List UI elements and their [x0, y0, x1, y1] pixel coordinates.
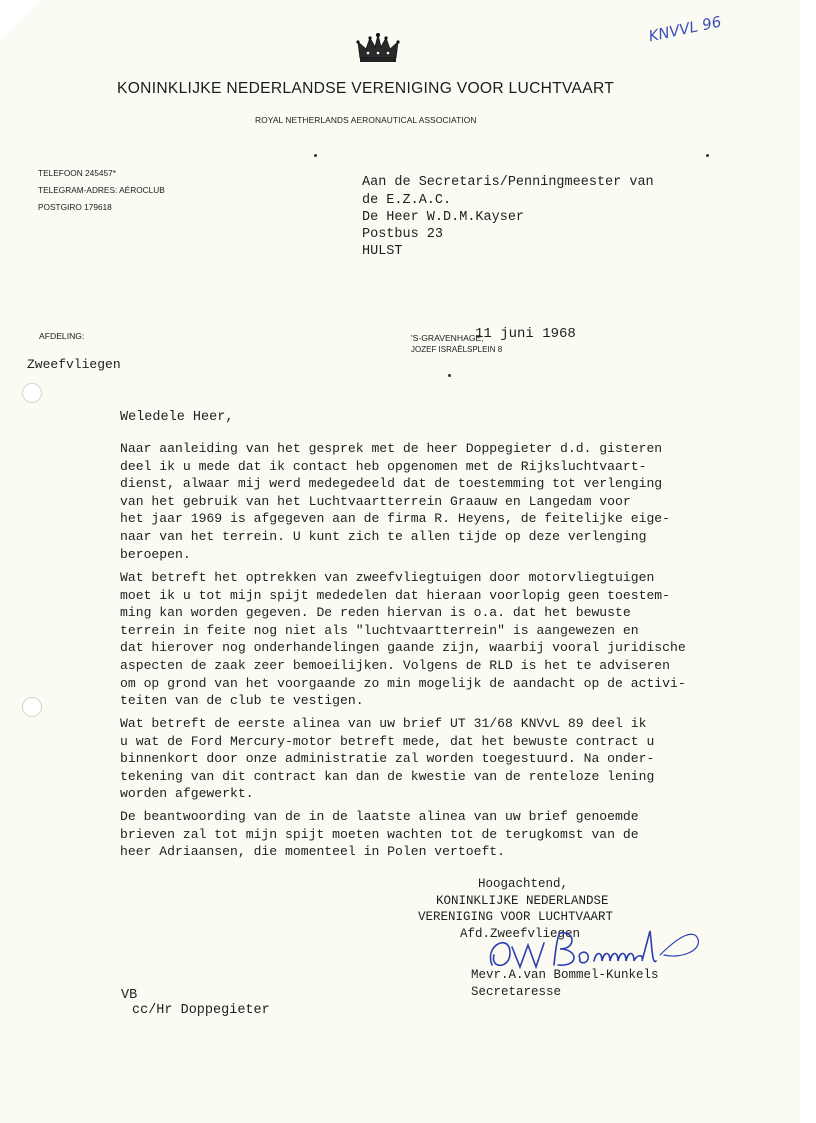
- signer-role: Secretaresse: [471, 985, 562, 999]
- closing-department: Afd.Zweefvliegen: [460, 927, 581, 941]
- fold-mark: [314, 154, 317, 157]
- typist-initials: VB: [121, 988, 138, 1003]
- fold-mark: [448, 374, 451, 377]
- paragraph-1: [120, 440, 670, 563]
- text-line: moet ik u tot mijn spijt mededelen dat hieraan voorlopig geen toestem-: [120, 587, 671, 603]
- sender-street: JOZEF ISRAËLSPLEIN 8: [411, 345, 503, 354]
- text-line: heer Adriaansen, die momenteel in Polen vertoeft.: [120, 844, 506, 860]
- closing-org-line: VERENIGING VOOR LUCHTVAART: [418, 910, 614, 924]
- text-line: van het gebruik van het Luchtvaartterrein Graauw en Langedam voor: [120, 493, 631, 509]
- page-edge: [800, 0, 816, 1123]
- org-name: KONINKLIJKE NEDERLANDSE VERENIGING VOOR LUCHTVAART: [117, 80, 615, 97]
- carbon-copy: cc/Hr Doppegieter: [132, 1003, 270, 1018]
- telegram-address: TELEGRAM-ADRES: AÉROCLUB: [38, 185, 165, 195]
- department-label: AFDELING:: [39, 331, 85, 341]
- text-line: worden afgewerkt.: [120, 786, 254, 802]
- recipient-line: de E.Z.A.C.: [362, 193, 452, 208]
- telephone: TELEFOON 245457*: [38, 168, 116, 178]
- text-line: naar van het terrein. U kunt zich te allen tijde op deze verlenging: [120, 528, 647, 544]
- recipient-line: Aan de Secretaris/Penningmeester van: [362, 175, 654, 190]
- signer-name: Mevr.A.van Bommel-Kunkels: [471, 968, 659, 982]
- text-line: Wat betreft het optrekken van zweefvliegtuigen door motorvliegtuigen: [120, 570, 655, 585]
- punch-hole: [22, 383, 42, 403]
- text-line: om op grond van het voorgaande zo min mogelijk de aandacht op de activi-: [120, 675, 686, 691]
- text-line: De beantwoording van de in de laatste alinea van uw brief genoemde: [120, 809, 639, 824]
- closing-org-line: KONINKLIJKE NEDERLANDSE: [436, 894, 609, 908]
- closing-greeting: Hoogachtend,: [478, 877, 569, 891]
- recipient-line: De Heer W.D.M.Kayser: [362, 210, 525, 225]
- letter-date: 11 juni 1968: [475, 326, 576, 342]
- text-line: binnenkort door onze administratie zal worden toegestuurd. Na onder-: [120, 751, 655, 767]
- department-value: Zweefvliegen: [27, 357, 121, 372]
- postgiro: POSTGIRO 179618: [38, 202, 112, 212]
- text-line: tekening van dit contract kan dan de kwestie van de renteloze lening: [120, 768, 655, 784]
- text-line: teiten van de club te vestigen.: [120, 693, 364, 709]
- salutation: Weledele Heer,: [120, 410, 234, 425]
- org-name-english: ROYAL NETHERLANDS AERONAUTICAL ASSOCIATION: [255, 115, 477, 125]
- recipient-line: Postbus 23: [362, 227, 444, 242]
- text-line: terrein in feite nog niet als "luchtvaartterrein" is aangewezen en: [120, 622, 639, 638]
- text-line: Naar aanleiding van het gesprek met de heer Doppegieter d.d. gisteren: [120, 441, 663, 456]
- text-line: deel ik u mede dat ik contact heb opgenomen met de Rijksluchtvaart-: [120, 458, 647, 474]
- punch-hole: [22, 697, 42, 717]
- text-line: dat hierover nog onderhandelingen gaande zijn, waarbij vooral juridische: [120, 640, 686, 656]
- text-line: brieven zal tot mijn spijt moeten wachten tot de terugkomst van de: [120, 826, 639, 842]
- text-line: u wat de Ford Mercury-motor betreft mede, dat het bewuste contract u: [120, 733, 655, 749]
- text-line: beroepen.: [120, 546, 191, 562]
- paragraph-4: [120, 808, 639, 861]
- paragraph-2: [120, 569, 686, 710]
- corner-fold: [0, 0, 40, 40]
- recipient-line: HULST: [362, 244, 403, 259]
- text-line: aspecten de zaak zeer bemoeilijken. Volgens de RLD is het te adviseren: [120, 657, 671, 673]
- text-line: dienst, alwaar mij werd medegedeeld dat de toestemming tot verlenging: [120, 476, 663, 492]
- text-line: het jaar 1969 is afgegeven aan de firma R. Heyens, de feitelijke eige-: [120, 511, 671, 527]
- text-line: Wat betreft de eerste alinea van uw brief UT 31/68 KNVvL 89 deel ik: [120, 716, 647, 731]
- fold-mark: [706, 154, 709, 157]
- crown-logo-icon: [356, 32, 400, 64]
- paragraph-3: [120, 715, 654, 803]
- text-line: ming kan worden gegeven. De reden hiervan is o.a. dat het bewuste: [120, 605, 631, 621]
- place: 'S-GRAVENHAGE,: [411, 333, 484, 343]
- handwritten-reference: KNVVL 96: [646, 12, 723, 46]
